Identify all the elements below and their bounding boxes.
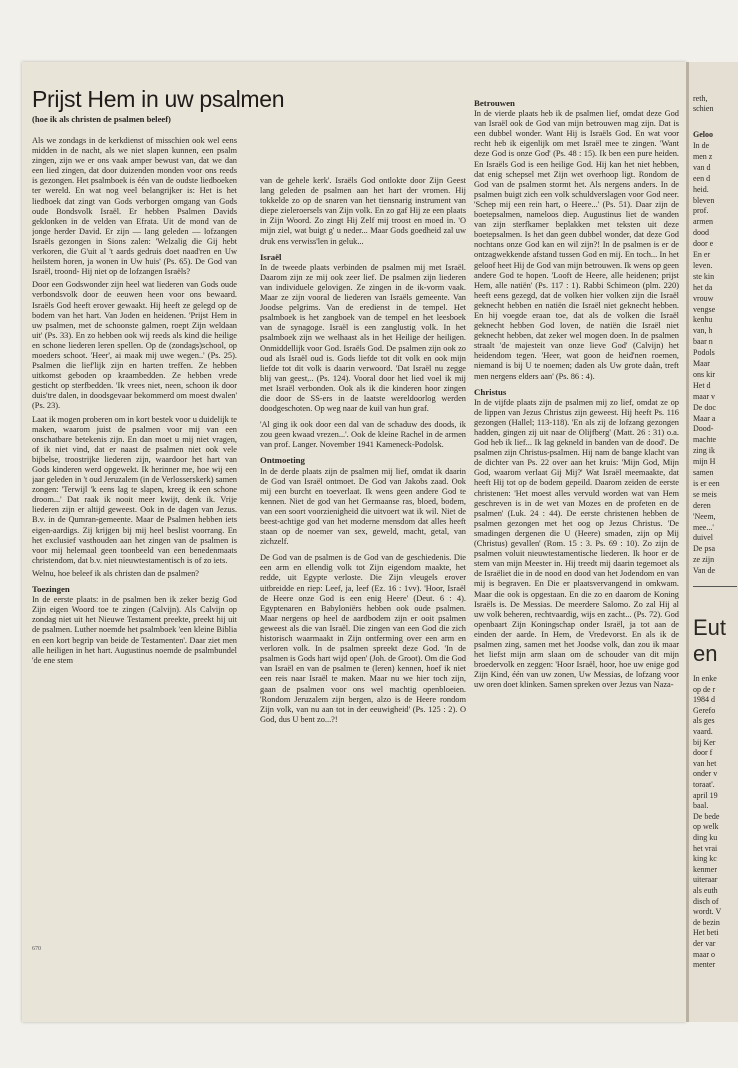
next-page-line: De doc [693, 402, 716, 412]
next-page-line: vrouw [693, 293, 714, 303]
next-page-line: Maar [693, 359, 710, 368]
col1-paragraph-1: Als we zondags in de kerkdienst of misschien ook wel eens midden in de nacht, als we niet slapen kunnen, een psalm zingen, zijn we er ons vaak amper bewust van, dat we dan een lied zingen, dat door duizenden monden voor ons reeds is gezongen. Het psalmboek is één van de oudste liedboeken ter wereld. En wat nog veel belangrijker is: Het is het liedboek dat zingt van Gods verborgen omgang van Gods oude Bondsvolk Israël. Er hebben Psalmen Davids geklonken in de velden van Efrata. Uit de mond van de jonge herder David. Er zijn — lang geleden — lofzangen Israëls gezongen in Sions zalen: 'Welzalig die Gij hebt verkoren, die G'uit al 't aards gedruis doet naad'ren en Uw heilstem horen, ja wonen in Uw huis' (Ps. 65). De God van Israël, troond- Hij niet op de lofzangen Israëls? [32, 136, 237, 277]
next-page-line: op welk [693, 822, 719, 832]
next-page-line: se meis [693, 489, 717, 499]
next-page-line: het vrai [693, 843, 718, 853]
next-page-line: dood [693, 228, 709, 238]
next-page-line: maar v [693, 391, 715, 401]
next-page-line: De psa [693, 544, 715, 554]
next-page-line: king kc [693, 854, 717, 864]
next-page-line: In de [693, 141, 710, 150]
heading-israel: Israël [260, 251, 282, 262]
col1-paragraph-3: Laat ik mogen proberen om in kort bestek voor u duidelijk te maken, waarom juist de psalmen voor mij van een onschatbare betekenis zijn. En dan moet u mij niet vragen, of ik niet vind, dat er naast de psalmen niet ook vele bijbelse, troostrijke liederen zijn, waardoor het hart van Gods kinderen werd opgewekt. Ik herinner me, hoe wij een jaar geleden in 't oud Jeruzalem (in de Verlosserskerk) samen zongen: 'Terwijl 'k eens lag te slapen, kreeg ik een schone droom...' Dat raak ik nooit meer kwijt, denk ik. Vrije liederen zijn er altijd geweest. Ook in de dagen van Jezus. B.v. in de Qumran-gemeente. Maar de Psalmen hebben iets eigen-aardigs. Zij krijgen bij mij heel beslist voorrang. En het exclusief vasthouden aan het zingen van de psalmen is voor mij helemaal geen toonbeeld van een benedenmaats christendom, dat b.v. niet nieuwtestamentisch is of zo iets. [32, 414, 237, 565]
next-page-line: van d [693, 162, 711, 172]
next-page-line: ons kir [693, 369, 715, 379]
next-page-line: disch of [693, 896, 719, 906]
next-page-line: Het d [693, 380, 711, 390]
col1-paragraph-5: In de eerste plaats: in de psalmen ben ik zeker bezig God Zijn eigen Woord toe te zingen (Calvijn). Als Calvijn op zondag niet uit het Nieuwe Testament preekte, preekt hij uit de psalmen. Luther noemde het psalmboek 'een kleine Biblia en een kort begrip van beide de Testamenten'. Daar ziet men alle heiligen in het hart. Augustinus noemde de psalmbundel 'de ene stem [32, 595, 237, 665]
next-page-line: De bede [693, 811, 720, 821]
next-page-line: deren [693, 500, 711, 510]
next-page-line: In enke [693, 674, 717, 683]
next-page-line: En er [693, 250, 711, 259]
next-page-line: mee...' [693, 522, 714, 532]
next-page-line: april 19 [693, 790, 718, 800]
next-page-line: der var [693, 939, 716, 948]
next-page-line: baar n [693, 337, 713, 347]
article-title: Prijst Hem in uw psalmen [32, 86, 285, 112]
heading-ontmoeting: Ontmoeting [260, 455, 305, 466]
next-page-line: menter [693, 960, 716, 970]
next-page-line: is er een [693, 478, 720, 488]
column-3 [474, 98, 679, 946]
col2-closing: De God van de psalmen is de God van de geschiedenis. Die een arm en ellendig volk tot Zijn eigendom maakte, het redde, uit Egypte verloste. Die Zijn vleugels erover uitbreidde en riep: Leef, ja, leef (Ez. 16 : 1vv). 'Hoor, Israël de Heere onze God is een enig Heere' (Deut. 6 : 4). Egyptenaren en Babyloniërs hebben ook oude psalmen. Maar nergens op heel de aardbodem zijn er ooit psalmen geweest als die van Israël. Die zingen van een God die zich historisch waarmaakt in Zijn ontferming over een arm en verloren volk. In de psalmen spreekt deze God. 'In de psalmen is Gods hart wijd open' (Joh. de Groot). Om die God van Israël en van de psalmen te (leren) kennen, hoef ik niet een reis naar Israël te maken. Maar nu we hier toch zijn, gaan de psalmen voor ons wel machtig openbloeien. 'Rondom Jeruzalem zijn bergen, alzo is de Heere rondom Zijn volk, van nu aan tot in der eeuwigheid' (Ps. 125 : 2). O God, dus U bent zo...?! [260, 553, 466, 724]
heading-toezingen: Toezingen [32, 584, 70, 595]
next-page-line: onder v [693, 769, 718, 779]
next-page-edge [686, 62, 738, 1022]
next-page-line: Dood- [693, 424, 714, 434]
next-page-heading-geloo: Geloo [693, 130, 713, 139]
next-page-line: van het [693, 758, 717, 768]
next-page-line: het da [693, 282, 713, 292]
next-page-line: samen [693, 468, 714, 477]
next-page-line: vaard. [693, 727, 713, 736]
next-page-headline-2: en [693, 641, 718, 666]
next-page-line: leven. [693, 260, 713, 270]
heading-betrouwen: Betrouwen [474, 98, 515, 108]
col2-ontmoeting-text: In de derde plaats zijn de psalmen mij lief, omdat ik daarin de God van Israël ontmoet. De God van Jakobs zaad. Ook mij een burcht en toeverlaat. Ik wens geen andere God te kennen. Niet de god van het Germaanse ras, bloed, bodem, van een soort voorzienigheid die uitvoert wat ik wil. Niet de beest-achtige god van het moderne mensdom dat alles heeft staan op de noemer van sex, geweld, macht, getal, van zichzelf. [260, 466, 466, 547]
next-page-line: ze zijn [693, 555, 715, 565]
next-page-line: schien [693, 104, 714, 114]
heading-christus: Christus [474, 386, 507, 397]
next-page-line: duivel [693, 533, 713, 543]
next-page-line: kenmer [693, 864, 717, 874]
next-page-line: toraat'. [693, 780, 715, 789]
next-page-line: men z [693, 151, 713, 161]
column-2 [260, 176, 466, 946]
next-page-line: als ges [693, 716, 715, 726]
col1-paragraph-4: Welnu, hoe beleef ik als christen dan de psalmen? [32, 568, 199, 578]
next-page-line: van, h [693, 326, 713, 336]
col3-christus-text: In de vijfde plaats zijn de psalmen mij zo lief, omdat ze op de lippen van Jezus Christus zijn geweest. Hij heeft Ps. 116 gezongen (Hallel; 113-118). 'En als zij de lofzang gezongen hadden, gingen zij uit naar de Olijfberg' (Matt. 26 : 31) o.a. God heb ik lief... Ik lag gekneld in banden van de dood'. De psalmen zijn Christus-psalmen. Hij nam de bange klacht van de dichter van Ps. 22 over aan het kruis: 'Mijn God, Mijn God, waarom verlaat Gij Mij?' Wat Israël meemaakte, dat heeft Hij tot op de bodem gepeild. Daarom zeiden de eerste christenen: 'Het moest alles vervuld worden wat van Hem geschreven is in de wet van Mozes en de profeten en de psalmen' (Luk. 24 : 44). De eerste christenen hebben de psalmen gezongen met het oog op Jezus Christus. 'De smadingen dergenen die U (Heere) smaden, zijn op Mij (Christus) gevallen' (Rom. 15 : 3. Ps. 69 : 10). Zo zijn de psalmen voluit nieuwtestamentische liederen. Ik hoor er de stem van mijn Meester in. Hij treedt mij daarin tegemoet als de Israëliet die in de nood en dood van het Jodendom en van mij is begraven. En Die er plaatsvervangend in omkwam. Maar die ook is opgestaan. En die zo en daarom de Koning Israëls is. De Messias. De meerdere Salomo. Zo zal Hij al uw volk beheren, rechtvaardig, wijs en zacht... (Ps. 72). God openbaart Zijn Koningschap onder Israël, ja tot aan de einden der aarde. In Hem, de Vredevorst. En als ik de psalmen zing, samen met het Joodse volk, dan zou ik maar het liefst mijn arm slaan om de schouder van dit mijn broedervolk en zeggen: 'Hoor Israël, hoor, hoe uw enige god Zijn Kind, één van uw zonen, Uw Messias, de lofzang voor uw oren doet klinken. Samen spreken over Jezus van Naza- [474, 397, 679, 690]
col2-intro: van de gehele kerk'. Israëls God ontlokte door Zijn Geest lang geleden de psalmen aan het hart der vromen. Hij tokkelde zo op de snaren van het tiensnarig instrument van diepe zieleroersels van Zijn volk. En zo gaf Hij ze een plaats in Zijn Woord. Zo zingt Hij Zelf mij troost en moed in. 'O mijn ziel, wat buigt g' u neder... Maar Gods goedheid zal uw druk ens verwiss'len in geluk... [260, 176, 466, 246]
next-page-line: baal. [693, 801, 709, 811]
next-page-line: door e [693, 239, 714, 249]
next-page-line: 'Neem, [693, 511, 716, 521]
next-page-line: uiteraar [693, 875, 718, 885]
next-page-line: maar o [693, 949, 715, 959]
page-number: 670 [32, 946, 41, 952]
next-page-line: machte [693, 435, 717, 445]
next-page-line: prof. [693, 206, 709, 216]
next-page-line: ding ku [693, 833, 718, 842]
next-page-line: als euth [693, 886, 718, 895]
next-page-line: bij Ker [693, 737, 716, 747]
next-page-line: Podols [693, 348, 715, 358]
next-page-line: Maar a [693, 413, 716, 423]
next-page-line: mijn H [693, 457, 716, 467]
col2-quote: 'Al ging ik ook door een dal van de schaduw des doods, ik zou geen kwaad vrezen...'. Ook de kleine Rachel in de armen van prof. Langer. November 1941 Kameneck-Podolsk. [260, 420, 466, 450]
next-page-rule [693, 586, 737, 587]
next-page-line: 1984 d [693, 695, 715, 705]
next-page-line: de bezin [693, 917, 720, 927]
next-page-line: Van de [693, 566, 715, 576]
next-page-line: Gerefo [693, 705, 716, 715]
next-page-line: heid. [693, 184, 709, 194]
next-page-headline-1: Eut [693, 615, 727, 640]
next-page-line: reth, [693, 94, 708, 103]
next-page-line: ste kin [693, 271, 715, 281]
col1-paragraph-2: Door een Godswonder zijn heel wat liederen van Gods oude verbondsvolk door de eeuwen heen voor ons bewaard. Israëls God heeft erover gewaakt. Hij heeft ze gelegd op de bodem van het hart. Van Joden en heidenen. 'Prijst Hem in uw psalmen, met de schoonste galmen, roept Zijn weldaan uit' (Ps. 33). En zo hebben ook wij reeds als kind die heilige en schone liederen leren spellen. Op de (zondags)school, op moeders schoot. 'Heer', ai maak mij uwe wegen..' (Ps. 25). Psalmen die lief'lijk zijn en harten treffen. Ze hebben uitkomst geboden op kraambedden. Ze hebben vrede gesticht op sterfbedden. 'Ik vrees niet, neen, schoon ik door duis'tre dalen, in doodsgevaar bekommerd om moest dwalen' (Ps. 23). [32, 280, 237, 411]
next-page-line: wordt. V [693, 907, 722, 917]
next-page-line: bleven [693, 195, 715, 205]
next-page-line: armen [693, 217, 713, 227]
next-page-line: Het beti [693, 928, 719, 938]
next-page-line: zing ik [693, 446, 715, 456]
col3-betrouwen-text: In de vierde plaats heb ik de psalmen lief, omdat deze God van Israël ook de God van mijn betrouwen mag zijn. Dat is een dubbel wonder. Want Hij is Israëls God. En wat voor recht heb ik eigenlijk om met Israël mee te zingen. 'Want deze God is onze God' (Ps. 48 : 15). Ik ben een pure heiden. En Israëls God is een heilige God. Hij kan het niet hebben, dat enig schepsel met Zijn wet overhoop ligt. Rondom de God van de psalmen stormt het. Als nergens anders. In de psalmen buigt zich een volk schuldverslagen voor God neer. 'Schep mij een rein hart, o Heere...' (Ps. 51). Daar zijn de boetepsalmen, nameloos diep. Augustinus liet de wanden van zijn sterfkamer beplakken met teksten uit deze boetepsalmen. Is het dan geen dubbel wonder, dat deze God nochtans onze God kan en wil zijn?! In de psalmen is er de ontzagwekkende afstand tussen God en mij. En toch... In het geloof heet Hij de God van mijn betrouwen. Ik wens op geen andere God te hopen. 'Looft de Heere, alle heidenen; prijst Hem, alle natiën' (Ps. 117 : 1). Rabbi Schimeon (plm. 220) heeft eens gezegd, dat de volken hier volken zijn die Israël geknecht hebben en natiën die Israël niet geknecht hebben. En hij voegde eraan toe, dat als de volken die Israël geknecht hebben God loven, de natiën die Israël niet geknecht hebben, dat zeker wel mogen doen. In de psalmen straalt 'de majesteit van onze lieve God' (Calvijn) het heidendom tegen. 'Heer, wat goon de heid'nen roemen, niemand is bij U te noemen; daden als Uw grote daån, treft men nergens elders aan' (Ps. 86 : 4). [474, 109, 679, 381]
next-page-line: een d [693, 173, 711, 183]
next-page-line: door f [693, 748, 713, 758]
article-subtitle: (hoe ik als christen de psalmen beleef) [32, 114, 171, 124]
next-page-line: kenhu [693, 315, 713, 325]
next-page-line: vengse [693, 304, 716, 314]
col2-israel-text: In de tweede plaats verbinden de psalmen mij met Israël. Daarom zijn ze mij ook zeer lief. De psalmen zijn liederen van individuele gelovigen. Ze zingen in de ik-vorm vaak. Maar ze zijn vooral de liederen van Israëls gemeente. Van Joodse pelgrims. Van de eredienst in de tempel. Het psalmboek is het zangboek van de tempel en het leesboek van de synagoge. Israël is een zanglustig volk. In het psalmboek zijn we welhaast als in het Heilige der heiligen. Onmiddellijk voor God. Israëls God. De psalmen zijn ook zo oud als Israël oud is. Gods liefde tot dit volk en ook mijn liefde tot dit volk is daarin verwoord. 'Dat Israël nu zegge blij van geest,.. (Ps. 124). Vooral door het lied voel ik mij met Israël verbonden. Ook als ik die kinderen hoor zingen die door de SS-ers in de laatste wereldoorlog werden doodgeschoten. Op weg naar de kuil van hun graf. [260, 262, 466, 414]
column-1 [32, 136, 237, 944]
next-page-line: op de r [693, 684, 716, 694]
